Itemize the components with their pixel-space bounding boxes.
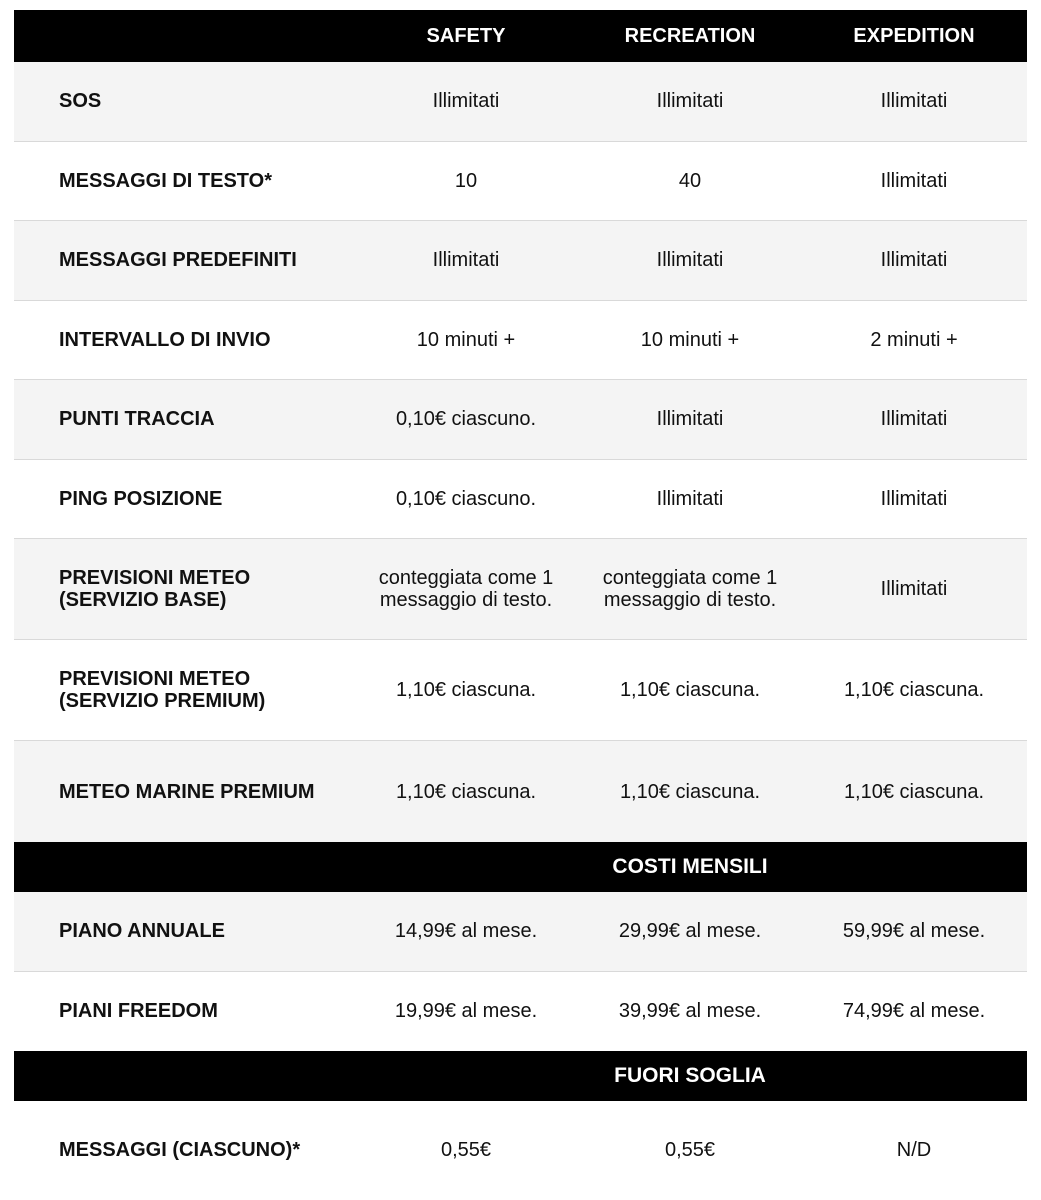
row-label: MESSAGGI (CIASCUNO)*: [59, 1139, 301, 1161]
table-row: [14, 380, 1027, 460]
row-label: PING POSIZIONE: [59, 487, 223, 510]
section-overage: [14, 1051, 1027, 1101]
cell-safety: 0,55€: [440, 1139, 492, 1161]
cell-expedition: Illimitati: [880, 90, 948, 113]
cell-recreation: Illimitati: [656, 249, 724, 272]
cell-expedition: 1,10€ ciascuna.: [843, 780, 985, 803]
cell-recreation: Illimitati: [656, 487, 724, 510]
cell-safety: 10 minuti +: [416, 328, 516, 351]
cell-recreation: 1,10€ ciascuna.: [619, 780, 761, 803]
row-label: PREVISIONI METEO (SERVIZIO PREMIUM): [59, 668, 266, 712]
row-label: SOS: [59, 90, 102, 113]
table-row: [14, 460, 1027, 540]
cell-expedition: Illimitati: [880, 578, 948, 600]
row-label: PIANI FREEDOM: [59, 1000, 218, 1023]
cell-safety: 1,10€ ciascuna.: [395, 780, 537, 803]
header-row: [14, 10, 1027, 62]
cell-recreation: 29,99€ al mese.: [618, 920, 762, 943]
cell-safety: Illimitati: [432, 90, 500, 113]
cell-expedition: N/D: [896, 1139, 932, 1161]
table-row: [14, 539, 1027, 640]
cell-expedition: Illimitati: [880, 408, 948, 431]
table-row: [14, 892, 1027, 972]
cell-expedition: 74,99€ al mese.: [842, 1000, 986, 1023]
cell-expedition: Illimitati: [880, 169, 948, 192]
row-label: METEO MARINE PREMIUM: [59, 780, 315, 803]
cell-safety: 14,99€ al mese.: [394, 920, 538, 943]
cell-expedition: Illimitati: [880, 487, 948, 510]
cell-safety: Illimitati: [432, 249, 500, 272]
cell-safety: 0,10€ ciascuno.: [395, 408, 537, 431]
table-row: [14, 62, 1027, 142]
table-row: [14, 972, 1027, 1052]
header-expedition: EXPEDITION: [853, 25, 975, 47]
cell-recreation: 39,99€ al mese.: [618, 1000, 762, 1023]
table-row: [14, 221, 1027, 301]
cell-recreation: 40: [678, 169, 702, 192]
section-monthly-costs: [14, 842, 1027, 892]
header-recreation: RECREATION: [624, 25, 756, 47]
cell-recreation: conteggiata come 1 messaggio di testo.: [602, 567, 778, 611]
cell-expedition: Illimitati: [880, 249, 948, 272]
cell-safety: 19,99€ al mese.: [394, 1000, 538, 1023]
cell-expedition: 2 minuti +: [870, 328, 958, 351]
section-title: COSTI MENSILI: [612, 855, 768, 878]
row-label: PUNTI TRACCIA: [59, 408, 215, 431]
row-label: MESSAGGI DI TESTO*: [59, 169, 272, 192]
cell-recreation: 0,55€: [664, 1139, 716, 1161]
cell-recreation: Illimitati: [656, 90, 724, 113]
row-label: MESSAGGI PREDEFINITI: [59, 249, 297, 272]
row-label: INTERVALLO DI INVIO: [59, 328, 271, 351]
row-label: PIANO ANNUALE: [59, 920, 225, 943]
cell-expedition: 59,99€ al mese.: [842, 920, 986, 943]
cell-safety: conteggiata come 1 messaggio di testo.: [378, 567, 554, 611]
cell-recreation: 1,10€ ciascuna.: [619, 679, 761, 701]
table-row: [14, 640, 1027, 741]
table-row: [14, 1101, 1027, 1199]
table-row: [14, 741, 1027, 842]
cell-recreation: Illimitati: [656, 408, 724, 431]
cell-recreation: 10 minuti +: [640, 328, 740, 351]
header-safety: SAFETY: [426, 25, 506, 47]
pricing-table: [14, 10, 1027, 1199]
section-title: FUORI SOGLIA: [614, 1064, 766, 1087]
cell-safety: 0,10€ ciascuno.: [395, 487, 537, 510]
cell-safety: 1,10€ ciascuna.: [395, 679, 537, 701]
cell-safety: 10: [454, 169, 478, 192]
table-row: [14, 301, 1027, 381]
row-label: PREVISIONI METEO (SERVIZIO BASE): [59, 567, 251, 611]
cell-expedition: 1,10€ ciascuna.: [843, 679, 985, 701]
table-row: [14, 142, 1027, 222]
